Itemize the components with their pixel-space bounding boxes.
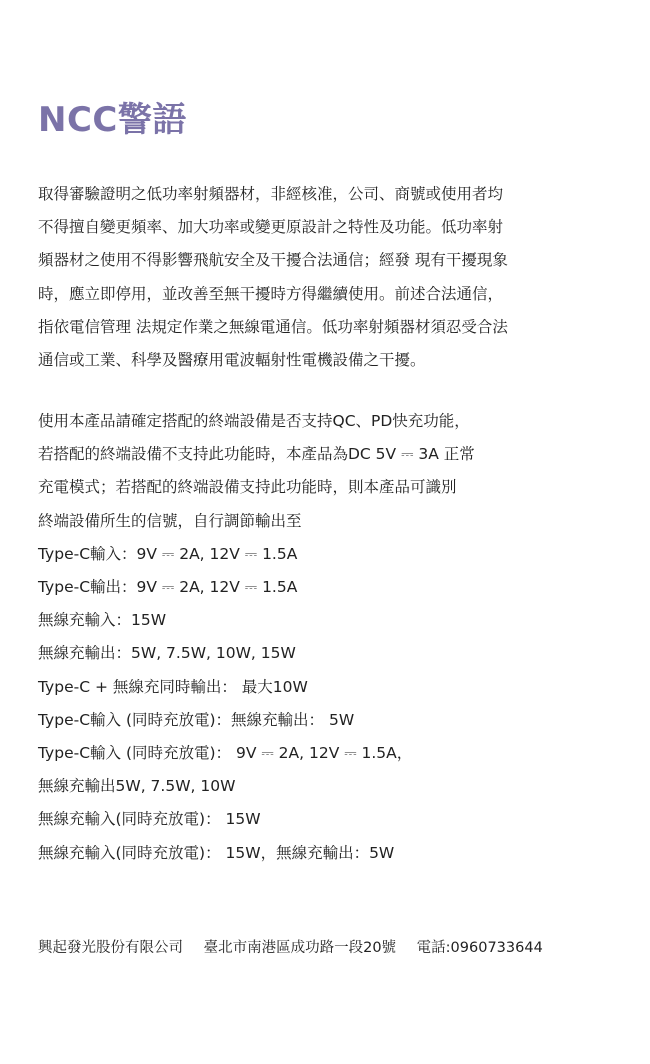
spec-line: 無線充輸入(同時充放電)： 15W，無線充輸出：5W [38,843,395,862]
spec-line: Type-C輸入：9V ⎓ 2A, 12V ⎓ 1.5A [38,544,298,563]
spec-line: 無線充輸出5W, 7.5W, 10W [38,777,236,796]
warning-line: 取得審驗證明之低功率射頻器材，非經核准，公司、商號或使用者均 [38,185,504,203]
spec-line: 終端設備所生的信號，自行調節輸出至 [38,511,302,530]
ncc-warning-text [38,178,618,377]
company-footer [38,936,638,960]
spec-line: Type-C + 無線充同時輸出： 最大10W [38,677,308,696]
warning-line: 通信或工業、科學及醫療用電波輻射性電機設備之干擾。 [38,351,426,370]
warning-line: 不得擅自變更頻率、加大功率或變更原設計之特性及功能。低功率射 [38,218,504,237]
spec-line: 無線充輸入(同時充放電)： 15W [38,810,261,829]
spec-line: 無線充輸入：15W [38,611,167,630]
spec-line: Type-C輸入 (同時充放電)： 9V ⎓ 2A, 12V ⎓ 1.5A， [38,744,413,763]
spec-line: 充電模式；若搭配的終端設備支持此功能時，則本產品可識別 [38,478,457,497]
company-address: 臺北市南港區成功路一段20號 [203,940,397,956]
charging-spec-text [38,405,618,870]
spec-line: Type-C輸入 (同時充放電)：無線充輸出： 5W [38,710,355,729]
company-phone: 電話:0960733644 [416,940,543,956]
spec-line: 無線充輸出：5W, 7.5W, 10W, 15W [38,644,296,663]
company-name: 興起發光股份有限公司 [38,940,183,956]
warning-line: 時，應立即停用，並改善至無干擾時方得繼續使用。前述合法通信， [38,284,504,303]
spec-line: Type-C輸出：9V ⎓ 2A, 12V ⎓ 1.5A [38,578,298,597]
warning-line: 指依電信管理 法規定作業之無線電通信。低功率射頻器材須忍受合法 [38,317,508,336]
spec-line: 若搭配的終端設備不支持此功能時，本產品為DC 5V ⎓ 3A 正常 [38,445,475,464]
spec-line: 使用本產品請確定搭配的終端設備是否支持QC、PD快充功能， [38,412,470,430]
warning-line: 頻器材之使用不得影響飛航安全及干擾合法通信；經發 現有干擾現象 [38,251,508,270]
page-title: NCC警語 [38,100,187,140]
